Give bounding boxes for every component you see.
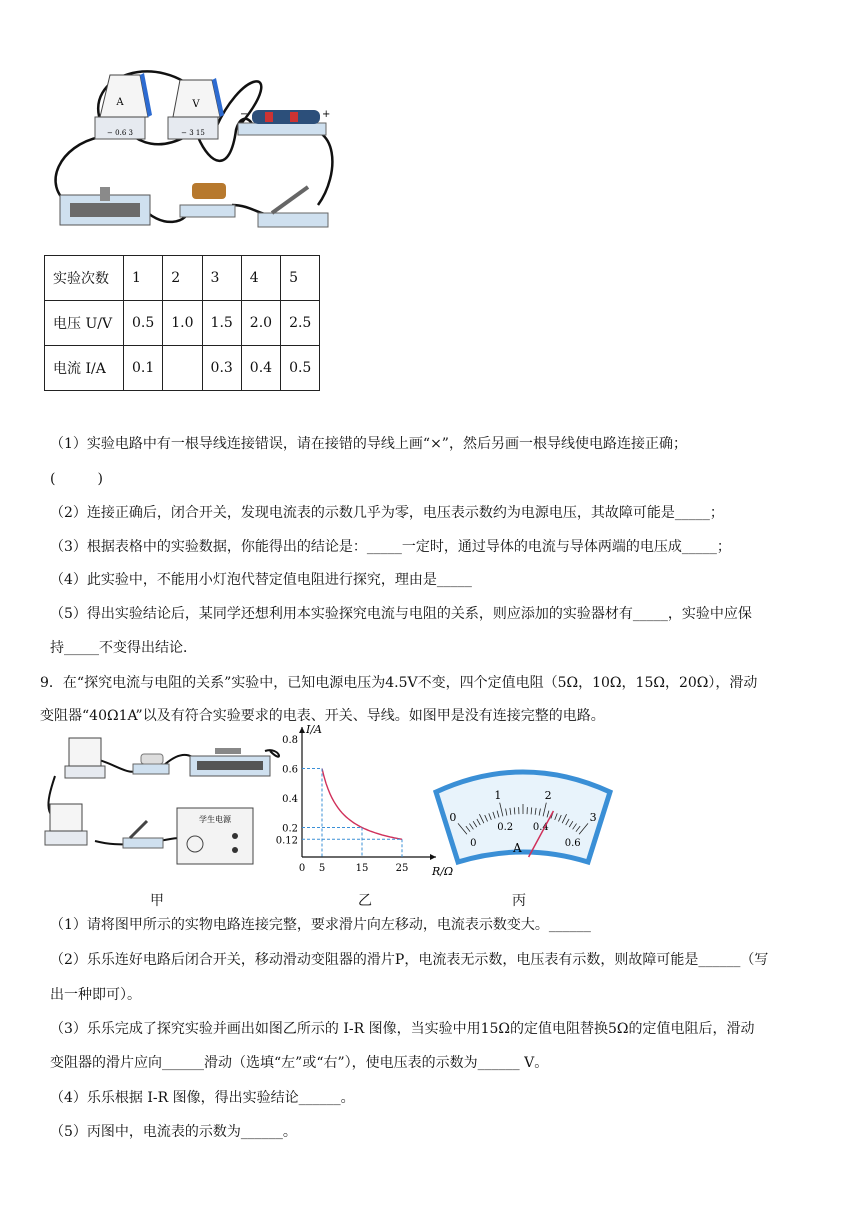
y-axis-arrow: [299, 727, 305, 733]
x-tick-label: 5: [318, 863, 326, 874]
table-cell: 电压 U/V: [45, 301, 124, 346]
meter-top-scale-label: 0: [449, 811, 457, 825]
table-cell: 1: [124, 256, 163, 301]
table-cell: 2.0: [241, 301, 280, 346]
q9-part3a: （3）乐乐完成了探究实验并画出如图乙所示的 I-R 图像，当实验中用15Ω的定值电阻替换5Ω的定值电阻后，滑动: [50, 1021, 755, 1037]
meter-top-scale-label: 2: [544, 788, 552, 802]
table-cell: 0.4: [241, 346, 280, 391]
circuit-diagram-jia: [45, 726, 285, 876]
switch: [258, 187, 328, 227]
meter-top-scale-label: 3: [589, 811, 597, 825]
y-tick-label: 0.2: [282, 823, 298, 835]
q9-stem-b: 变阻器“40Ω1A”以及有符合实验要求的电表、开关、导线。如图甲是没有连接完整的电路。: [40, 708, 605, 724]
q9-part2a: （2）乐乐连好电路后闭合开关，移动滑动变阻器的滑片P，电流表无示数，电压表有示数，则故障可能是______（写: [50, 952, 769, 968]
x-tick-label: 25: [395, 863, 409, 874]
q9-part1: （1）请将图甲所示的实物电路连接完整，要求滑片向左移动，电流表示数变大。______: [50, 917, 591, 933]
voltmeter: [65, 738, 105, 778]
q8-part1: （1）实验电路中有一根导线连接错误，请在接错的导线上画“×”，然后另画一根导线使电路连接正确；: [50, 436, 687, 452]
voltmeter: [168, 78, 224, 139]
q8-part4: （4）此实验中，不能用小灯泡代替定值电阻进行探究，理由是_____: [50, 572, 472, 588]
table-row: [45, 346, 320, 391]
caption-bing: 丙: [512, 893, 526, 909]
svg-text:− 0.6 3: − 0.6 3: [107, 129, 133, 137]
table-cell: 2.5: [281, 301, 320, 346]
q8-part5b: 持_____不变得出结论．: [50, 640, 197, 656]
svg-text:−: −: [240, 109, 249, 120]
table-cell: 0.3: [202, 346, 241, 391]
y-axis-label: I/A: [306, 723, 322, 736]
power-supply: [177, 808, 253, 864]
table-cell: 4: [241, 256, 280, 301]
table-cell: 0.1: [124, 346, 163, 391]
meter-unit: A: [513, 841, 522, 855]
y-tick-label: 0.4: [282, 794, 298, 805]
resistor: [180, 183, 235, 217]
svg-text:A: A: [116, 97, 124, 108]
q8-part3: （3）根据表格中的实验数据，你能得出的结论是：_____一定时，通过导体的电流与导体两端的电压成_____；: [50, 539, 731, 555]
q8-part1-answer: ( ): [50, 471, 103, 487]
ammeter: [45, 804, 87, 845]
meter-top-scale-label: 1: [494, 788, 502, 802]
y-tick-label: 0.8: [282, 735, 298, 746]
table-cell: 1.0: [163, 301, 202, 346]
circuit-diagram-q8: [40, 55, 350, 245]
caption-yi: 乙: [358, 893, 372, 909]
svg-text:− 3 15: − 3 15: [181, 129, 205, 137]
table-cell: [163, 346, 202, 391]
resistor: [133, 754, 169, 774]
q9-part3b: 变阻器的滑片应向______滑动（选填“左”或“右”），使电压表的示数为______ V。: [50, 1055, 549, 1071]
svg-text:学生电源: 学生电源: [199, 815, 231, 824]
rheostat: [190, 748, 270, 776]
q9-stem-a: 9．在“探究电流与电阻的关系”实验中，已知电源电压为4.5V不变，四个定值电阻（5Ω，10Ω，15Ω，20Ω），滑动: [40, 675, 758, 691]
meter-bottom-scale-label: 0: [470, 837, 477, 849]
meter-bottom-scale-label: 0.4: [532, 822, 549, 834]
table-cell: 3: [202, 256, 241, 301]
y-tick-label: 0.6: [282, 764, 298, 776]
y-tick-label: 0.12: [275, 835, 298, 847]
meter-face: [436, 772, 610, 862]
q9-part4: （4）乐乐根据 I-R 图像，得出实验结论______。: [50, 1090, 355, 1106]
table-cell: 1.5: [202, 301, 241, 346]
table-row: [45, 256, 320, 301]
svg-text:+: +: [322, 109, 331, 120]
q8-part5a: （5）得出实验结论后，某同学还想利用本实验探究电流与电阻的关系，则应添加的实验器材有_____，实验中应保: [50, 606, 752, 622]
q9-part5: （5）丙图中，电流表的示数为______。: [50, 1124, 297, 1140]
x-tick-label: 0: [298, 863, 306, 874]
table-cell: 5: [281, 256, 320, 301]
ammeter-dial: [428, 762, 618, 877]
table-cell: 实验次数: [45, 256, 124, 301]
q9-part2b: 出一种即可）。: [50, 987, 141, 1003]
ammeter: [95, 73, 152, 139]
switch: [123, 821, 163, 848]
table-cell: 电流 I/A: [45, 346, 124, 391]
x-tick-label: 15: [355, 863, 369, 874]
caption-jia: 甲: [150, 893, 164, 909]
svg-text:V: V: [192, 99, 200, 110]
ir-graph: [268, 722, 454, 882]
meter-bottom-scale-label: 0.6: [564, 837, 581, 849]
table-cell: 2: [163, 256, 202, 301]
data-table: [44, 255, 320, 391]
table-row: [45, 301, 320, 346]
table-cell: 0.5: [124, 301, 163, 346]
meter-bottom-scale-label: 0.2: [497, 822, 514, 834]
q8-part2: （2）连接正确后，闭合开关，发现电流表的示数几乎为零，电压表示数约为电源电压，其故障可能是_____；: [50, 505, 724, 521]
rheostat: [60, 187, 150, 225]
table-cell: 0.5: [281, 346, 320, 391]
x-axis-label: R/Ω: [432, 865, 454, 878]
